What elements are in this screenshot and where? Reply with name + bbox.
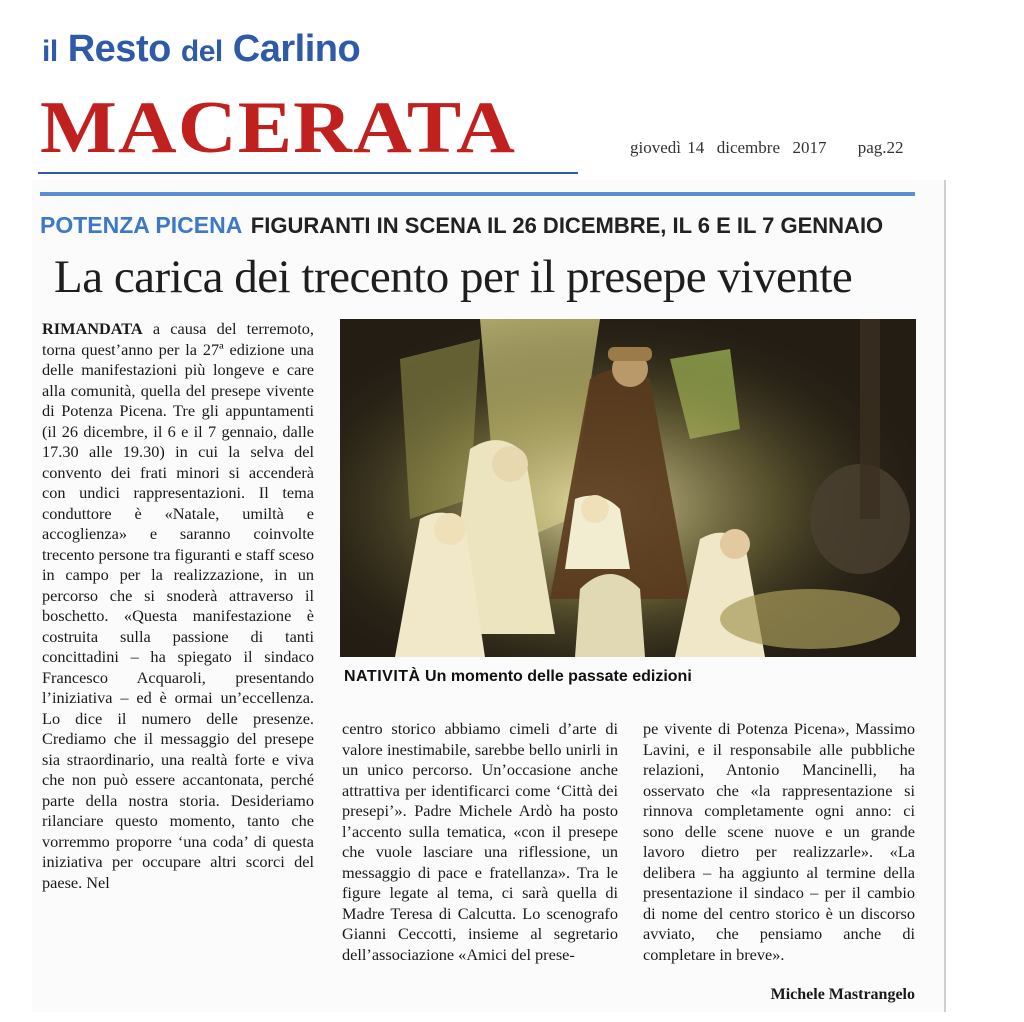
caption-text: Un momento delle passate edizioni (425, 668, 692, 685)
masthead-mid: del (180, 35, 223, 68)
article-lead-word: RIMANDATA (42, 319, 143, 338)
caption-label: NATIVITÀ (344, 668, 421, 685)
article-column-3: pe vivente di Potenza Picena», Massimo Lavini, e il responsabile alle pubbliche relazioni, Antonio Mancinelli, ha osservato che «la rappresentazione si rinnova completamente ogni anno: ci sono delle scene nuove e un grande lavoro dietro per realizzarle». «La delibera – ha aggiunto al termine della presentazione il sindaco – per il cambio di nome del centro storico è un discorso avviato, che pensiamo anche di completare in breve». (643, 719, 915, 964)
article-column-1 (42, 319, 314, 893)
nativity-photo-illustration (340, 319, 916, 657)
masthead-logo (42, 28, 360, 71)
article-headline: La carica dei trecento per il presepe vivente (54, 251, 853, 303)
article-column-2: centro storico abbiamo cimeli d’arte di valore inestimabile, sarebbe bello unirli in un unico percorso. Un’occasione anche attrattiva per identificarci come ‘Città dei presepi’». Padre Michele Ardò ha posto l’accento sulla tematica, «con il presepe che vuole lasciare una riflessione, un messaggio di pace e fratellanza». Tra le figure legate al tema, ci sarà quella di Madre Teresa di Calcutta. Lo scenografo Gianni Ceccotti, insieme al segretario dell’associazione «Amici del prese- (342, 719, 618, 964)
dateline: giovedì 14 dicembre 2017 pag.22 (630, 138, 904, 157)
kicker-text: FIGURANTI IN SCENA IL 26 DICEMBRE, IL 6 E IL 7 GENNAIO (250, 213, 884, 238)
photo-caption (344, 668, 692, 686)
masthead-rule (38, 172, 578, 174)
kicker-place: POTENZA PICENA (40, 212, 243, 238)
masthead-city: MACERATA (40, 87, 517, 169)
article-kicker (40, 212, 883, 239)
article-top-rule (40, 192, 915, 196)
article-column-1-text: a causa del terremoto, torna quest’anno per la 27ª edizione una delle manifestazioni più longeve e care alla comunità, quella del presepe vivente di Potenza Picena. Tre gli appuntamenti (il 26 dicembre, il 6 e il 7 gennaio, dalle 17.30 alle 19.30) in cui la selva del convento dei frati minori si accenderà con undici rappresentazioni. Il tema conduttore è «Natale, umiltà e accoglienza» e saranno coinvolte trecento persone tra figuranti e staff sceso in campo per la realizzazione, in un percorso che si snoderà attraverso il boschetto. «Questa manifestazione è costruita sulla passione di tanti concittadini – ha spiegato il sindaco Francesco Acquaroli, presentando l’iniziativa – ed è ormai un’eccellenza. Lo dice il numero delle presenze. Crediamo che il messaggio del presepe sia straordinario, una realtà forte e viva che non può essere accantonata, perché parte della nostra storia. Desideriamo rilanciare questo momento, tanto che vorremmo proporre ‘una coda’ di questa iniziativa per occupare altri scorci del paese. Nel (42, 319, 314, 892)
masthead-prefix: il (42, 35, 58, 68)
masthead-name2: Carlino (232, 28, 361, 70)
masthead-name: Resto (67, 28, 171, 70)
nativity-photo (340, 319, 916, 657)
article-signature: Michele Mastrangelo (770, 986, 915, 1003)
